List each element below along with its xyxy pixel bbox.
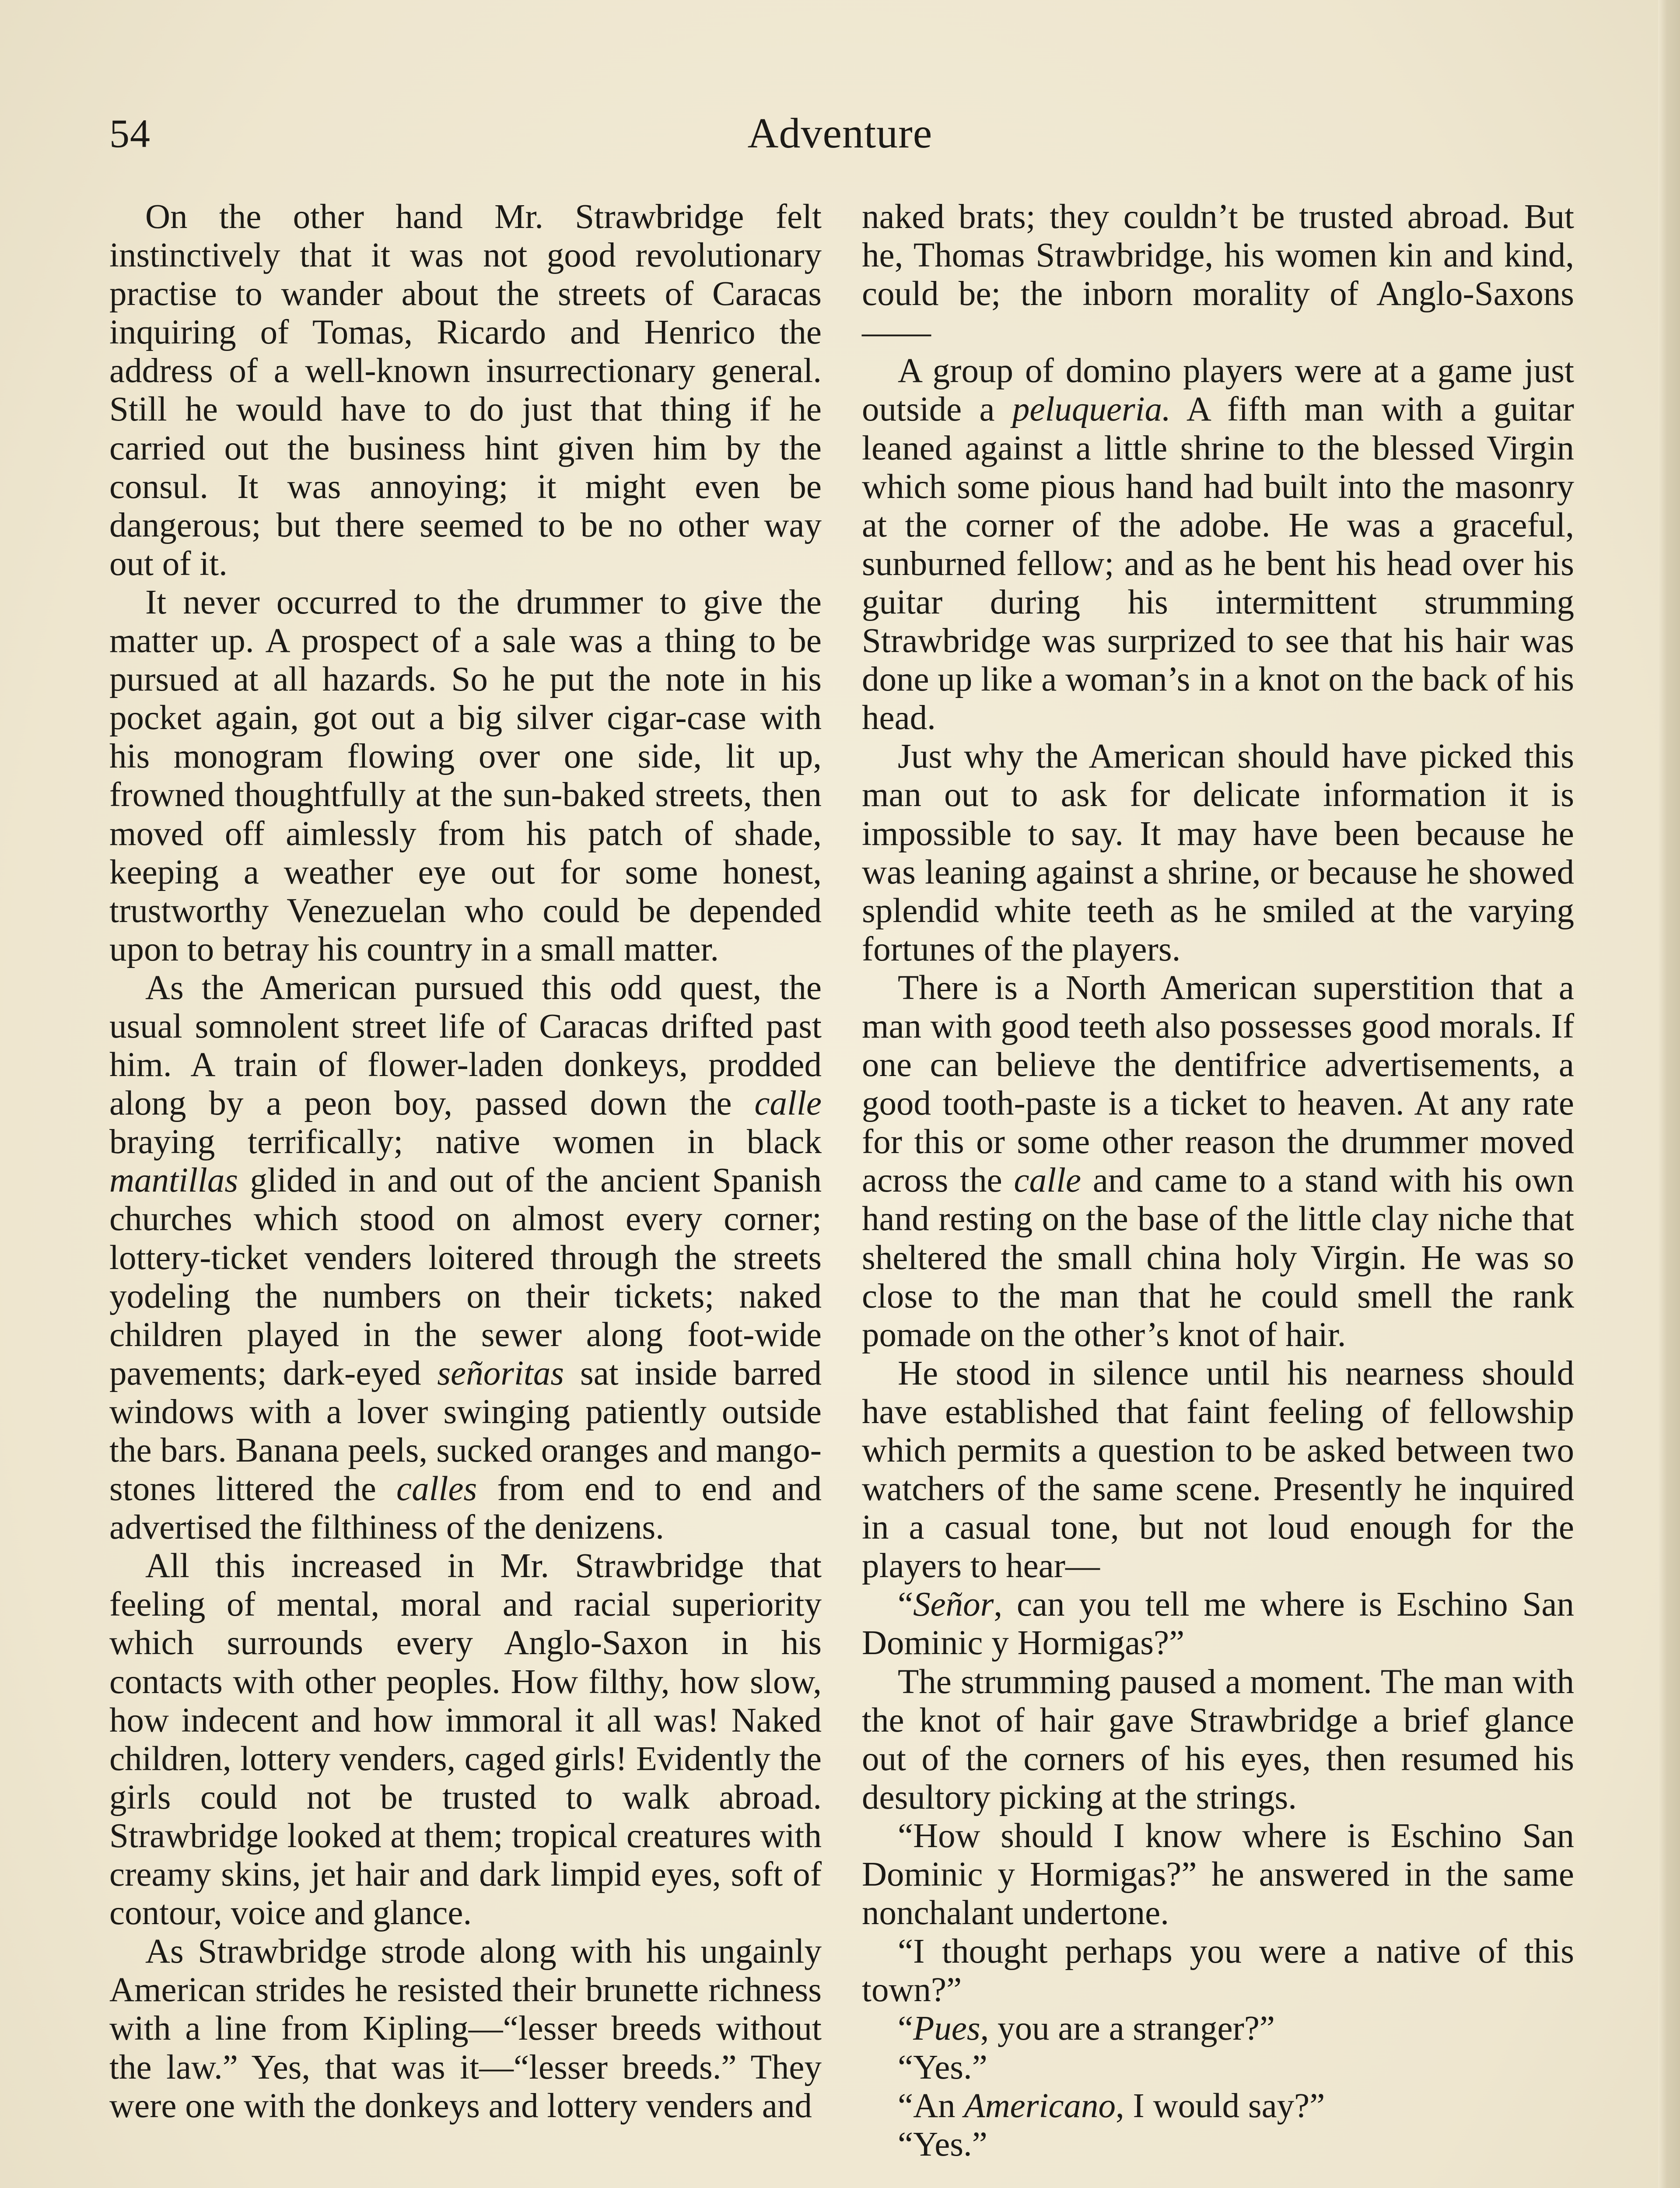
paragraph-continued: naked brats; they couldn’t be trusted abroad. But he, Thomas Strawbridge, his women kin and kind, could be; the inborn morality of Anglo-Saxons——	[862, 198, 1574, 352]
dialogue-line	[862, 1585, 1574, 1662]
dialogue-line: “Yes.”	[898, 2048, 987, 2086]
dialogue-line: “Yes.”	[898, 2125, 987, 2163]
text-run: There is a North American superstition that a man with good teeth also possesses good morals. If one can believe the dentifrice advertisements, a good tooth-paste is a ticket to heaven. At any rate for this or some other reason the drummer moved across the	[862, 968, 1574, 1200]
italic-word: Señor	[913, 1585, 994, 1624]
paragraph: It never occurred to the drummer to give the matter up. A prospect of a sale was a thing to be pursued at all hazards. So he put the note in his pocket again, got out a big silver cigar-case with his monogram flowing over one side, lit up, frowned thoughtfully at the sun-baked streets, then moved off aimlessly from his patch of shade, keeping a weather eye out for some honest, trustworthy Venezuelan who could be depended upon to betray his country in a small matter.	[109, 583, 822, 968]
text-run: , I would say?”	[1116, 2086, 1325, 2125]
paragraph	[109, 969, 822, 1547]
text-run: from end to end and advertised the filthiness of the denizens.	[109, 1470, 822, 1547]
page-header	[109, 105, 1571, 162]
italic-word: mantillas	[109, 1161, 238, 1200]
dialogue-line: “I thought perhaps you were a native of this town?”	[862, 1932, 1574, 2009]
paragraph: All this increased in Mr. Strawbridge that feeling of mental, moral and racial superiority which surrounds every Anglo-Saxon in his contacts with other peoples. How filthy, how slow, how indecent and how immoral it all was! Naked children, lottery venders, caged girls! Evidently the girls could not be trusted to walk abroad. Strawbridge looked at them; tropical creatures with creamy skins, jet hair and dark limpid eyes, soft of contour, voice and glance.	[109, 1547, 822, 1932]
text-run: sat inside barred windows with a lover swinging patiently outside the bars. Banana peels, sucked oranges and mango-stones littered the	[109, 1354, 822, 1508]
page-edge	[1658, 0, 1680, 2188]
text-run: , you are a stranger?”	[980, 2009, 1275, 2048]
text-run: As the American pursued this odd quest, the usual somnolent street life of Caracas drifted past him. A train of flower-laden donkeys, prodded along by a peon boy, passed down the	[109, 968, 822, 1123]
paragraph: Just why the American should have picked this man out to ask for delicate information it is impossible to say. It may have been because he was leaning against a shrine, or because he showed splendid white teeth as he smiled at the varying fortunes of the players.	[862, 737, 1574, 968]
italic-word: calle	[1014, 1161, 1082, 1200]
paragraph	[862, 352, 1574, 737]
italic-word: calles	[396, 1470, 477, 1508]
text-run: , can you tell me where is Eschino San Dominic y Hormigas?”	[862, 1585, 1574, 1662]
text-run: A fifth man with a guitar leaned against a little shrine to the blessed Virgin which some pious hand had built into the masonry at the corner of the adobe. He was a graceful, sunburned fellow; and as he bent his head over his guitar during his intermittent strumming Strawbridge was surprized to see that his hair was done up like a woman’s in a knot on the back of his head.	[862, 390, 1574, 737]
italic-word: peluqueria.	[1012, 390, 1171, 429]
dialogue-line	[862, 2087, 1574, 2125]
text-run: “An	[898, 2086, 964, 2125]
text-run: “	[898, 2009, 914, 2048]
dialogue-line: “How should I know where is Eschino San Dominic y Hormigas?” he answered in the same nonchalant undertone.	[862, 1816, 1574, 1932]
paragraph: On the other hand Mr. Strawbridge felt instinctively that it was not good revolutionary practise to wander about the streets of Caracas inquiring of Tomas, Ricardo and Henrico the address of a well-known insurrectionary general. Still he would have to do just that thing if he carried out the business hint given him by the consul. It was annoying; it might even be dangerous; but there seemed to be no other way out of it.	[109, 198, 822, 583]
text-run: and came to a stand with his own hand resting on the base of the little clay niche that sheltered the small china holy Virgin. He was so close to the man that he could smell the rank pomade on the other’s knot of hair.	[862, 1161, 1575, 1354]
paragraph: He stood in silence until his nearness should have established that faint feeling of fellowship which permits a question to be asked between two watchers of the same scene. Presently he inquired in a casual tone, but not loud enough for the players to hear—	[862, 1354, 1574, 1585]
text-run: glided in and out of the ancient Spanish churches which stood on almost every corner; lottery-ticket venders loitered through the streets yodeling the numbers on their tickets; naked children played in the sewer along foot-wide pavements; dark-eyed	[109, 1161, 822, 1392]
paragraph: The strumming paused a moment. The man with the knot of hair gave Strawbridge a brief glance out of the corners of his eyes, then resumed his desultory picking at the strings.	[862, 1662, 1574, 1816]
right-column	[862, 198, 1574, 2164]
running-head: Adventure	[747, 110, 933, 157]
paragraph: As Strawbridge strode along with his ungainly American strides he resisted their brunette richness with a line from Kipling—“lesser breeds without the law.” Yes, that was it—“lesser breeds.” They were one with the donkeys and lottery venders and	[109, 1932, 822, 2125]
paragraph	[862, 969, 1574, 1354]
italic-word: señoritas	[437, 1354, 564, 1392]
italic-word: Pues	[913, 2009, 980, 2048]
page-number: 54	[109, 111, 150, 156]
italic-word: calle	[754, 1084, 822, 1123]
text-run: A group of domino players were at a game just outside a	[862, 352, 1574, 429]
left-column	[109, 198, 822, 2125]
text-run: braying terrifically; native women in black	[109, 1123, 822, 1161]
dialogue-line	[862, 2009, 1574, 2048]
text-run: “	[898, 1585, 914, 1624]
italic-word: Americano	[964, 2086, 1116, 2125]
